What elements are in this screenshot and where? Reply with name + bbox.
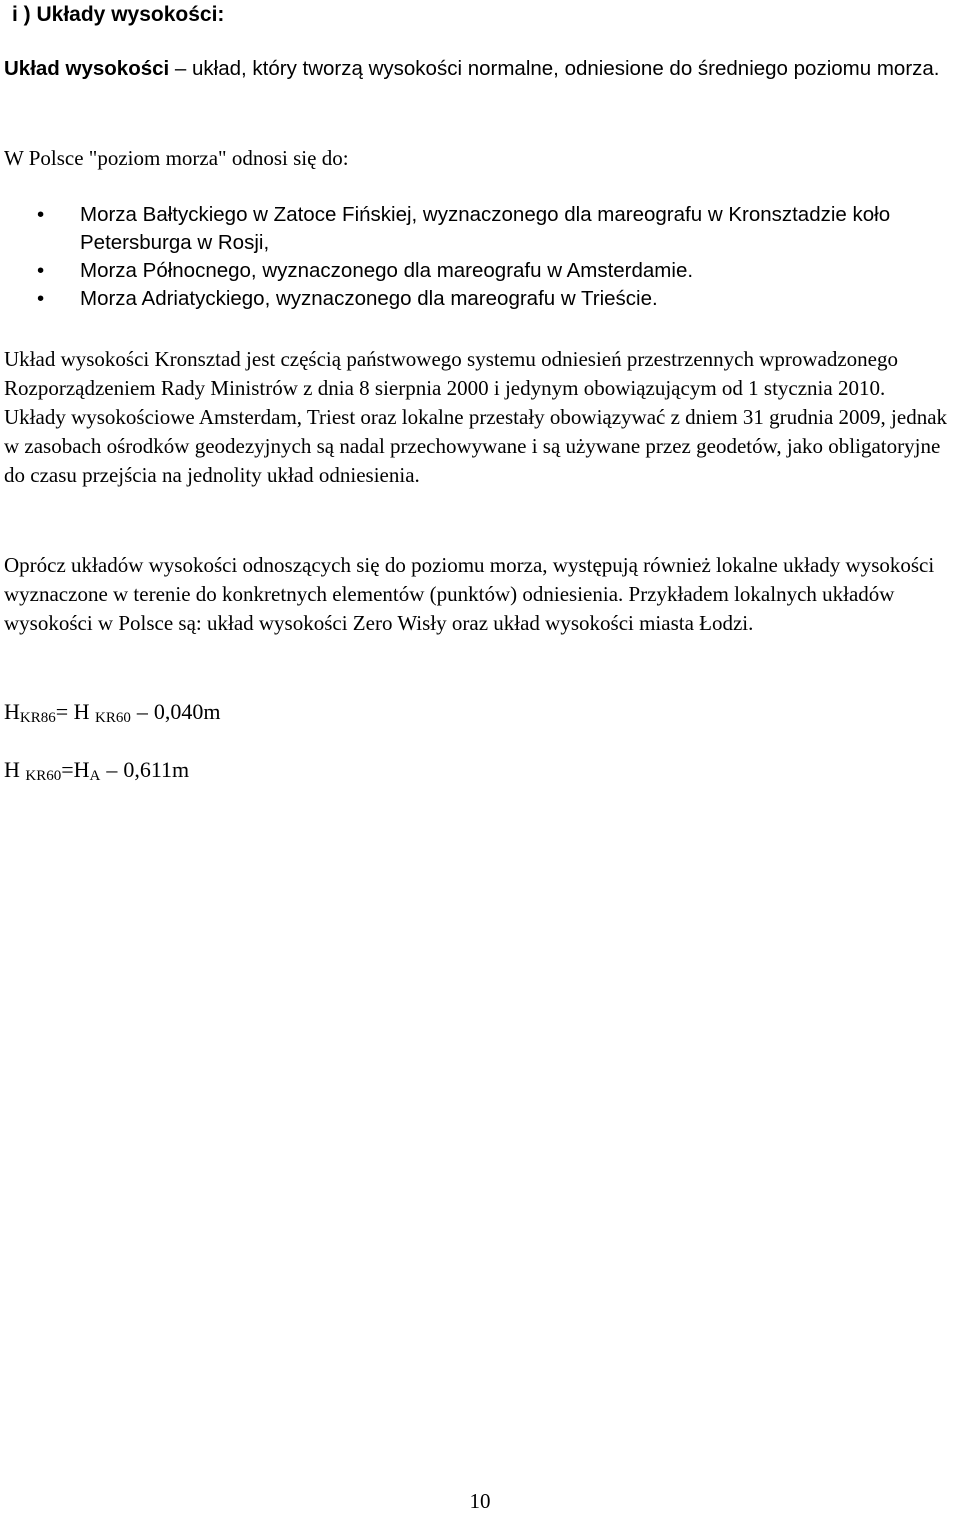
formula-kr86	[4, 698, 221, 732]
local-systems-paragraph: Oprócz układów wysokości odnoszących się do poziomu morza, występują również lokalne układy wysokości wyznaczone w terenie do konkretnych elementów (punktów) odniesienia. Przykładem lokalnych układów wysokości w Polsce są: układ wysokości Zero Wisły oraz układ wysokości miasta Łodzi.	[4, 553, 935, 635]
list-item-text: Morza Północnego, wyznaczonego dla mareografu w Amsterdamie.	[80, 259, 694, 282]
formula-equals: =H	[61, 757, 90, 782]
bullet-icon: •	[37, 287, 45, 310]
formula-lhs-subscript: KR86	[19, 710, 56, 726]
formula-rhs-subscript: A	[89, 768, 101, 784]
kronsztad-paragraph: Układ wysokości Kronsztad jest częścią państwowego systemu odniesień przestrzennych wprowadzonego Rozporządzeniem Rady Ministrów z dnia 8 sierpnia 2000 i jedynym obowiązującym od 1 stycznia 2010. Układy wysokościowe Amsterdam, Triest oraz lokalne przestały obowiązywać z dniem 31 grudnia 2009, jednak w zasobach ośrodków geodezyjnych są nadal przechowywane i są używane przez geodetów, jako obligatoryjne do czasu przejścia na jednolity układ odniesienia.	[4, 347, 948, 487]
bullet-icon: •	[37, 259, 45, 282]
formula-rhs-subscript: KR60	[95, 710, 131, 726]
list-item-text: Morza Bałtyckiego w Zatoce Fińskiej, wyznaczonego dla mareografu w Kronsztadzie koło Petersburga w Rosji,	[80, 203, 891, 254]
formula-lhs-symbol: H	[4, 699, 20, 724]
formula-equals: = H	[55, 699, 96, 724]
definition-paragraph	[4, 54, 952, 83]
formula-lhs-subscript: KR60	[25, 768, 62, 784]
definition-term: Układ wysokości	[4, 57, 170, 80]
list-item	[0, 201, 950, 257]
section-heading: i ) Układy wysokości:	[12, 3, 225, 26]
formula-lhs-symbol: H	[4, 757, 26, 782]
sea-level-list	[0, 201, 960, 313]
list-item	[0, 257, 950, 285]
formula-kr60	[4, 756, 189, 790]
definition-text: – układ, który tworzą wysokości normalne, odniesione do średniego poziomu morza.	[169, 57, 940, 80]
formula-operator: –	[106, 757, 118, 782]
list-item	[0, 285, 950, 313]
page-number: 10	[469, 1489, 491, 1513]
bullet-icon: •	[37, 203, 45, 226]
formula-value: 0,611m	[123, 757, 190, 782]
formula-value: 0,040m	[153, 699, 221, 724]
formula-operator: –	[136, 699, 148, 724]
list-item-text: Morza Adriatyckiego, wyznaczonego dla mareografu w Trieście.	[80, 287, 658, 310]
intro-paragraph: W Polsce "poziom morza" odnosi się do:	[4, 146, 349, 170]
